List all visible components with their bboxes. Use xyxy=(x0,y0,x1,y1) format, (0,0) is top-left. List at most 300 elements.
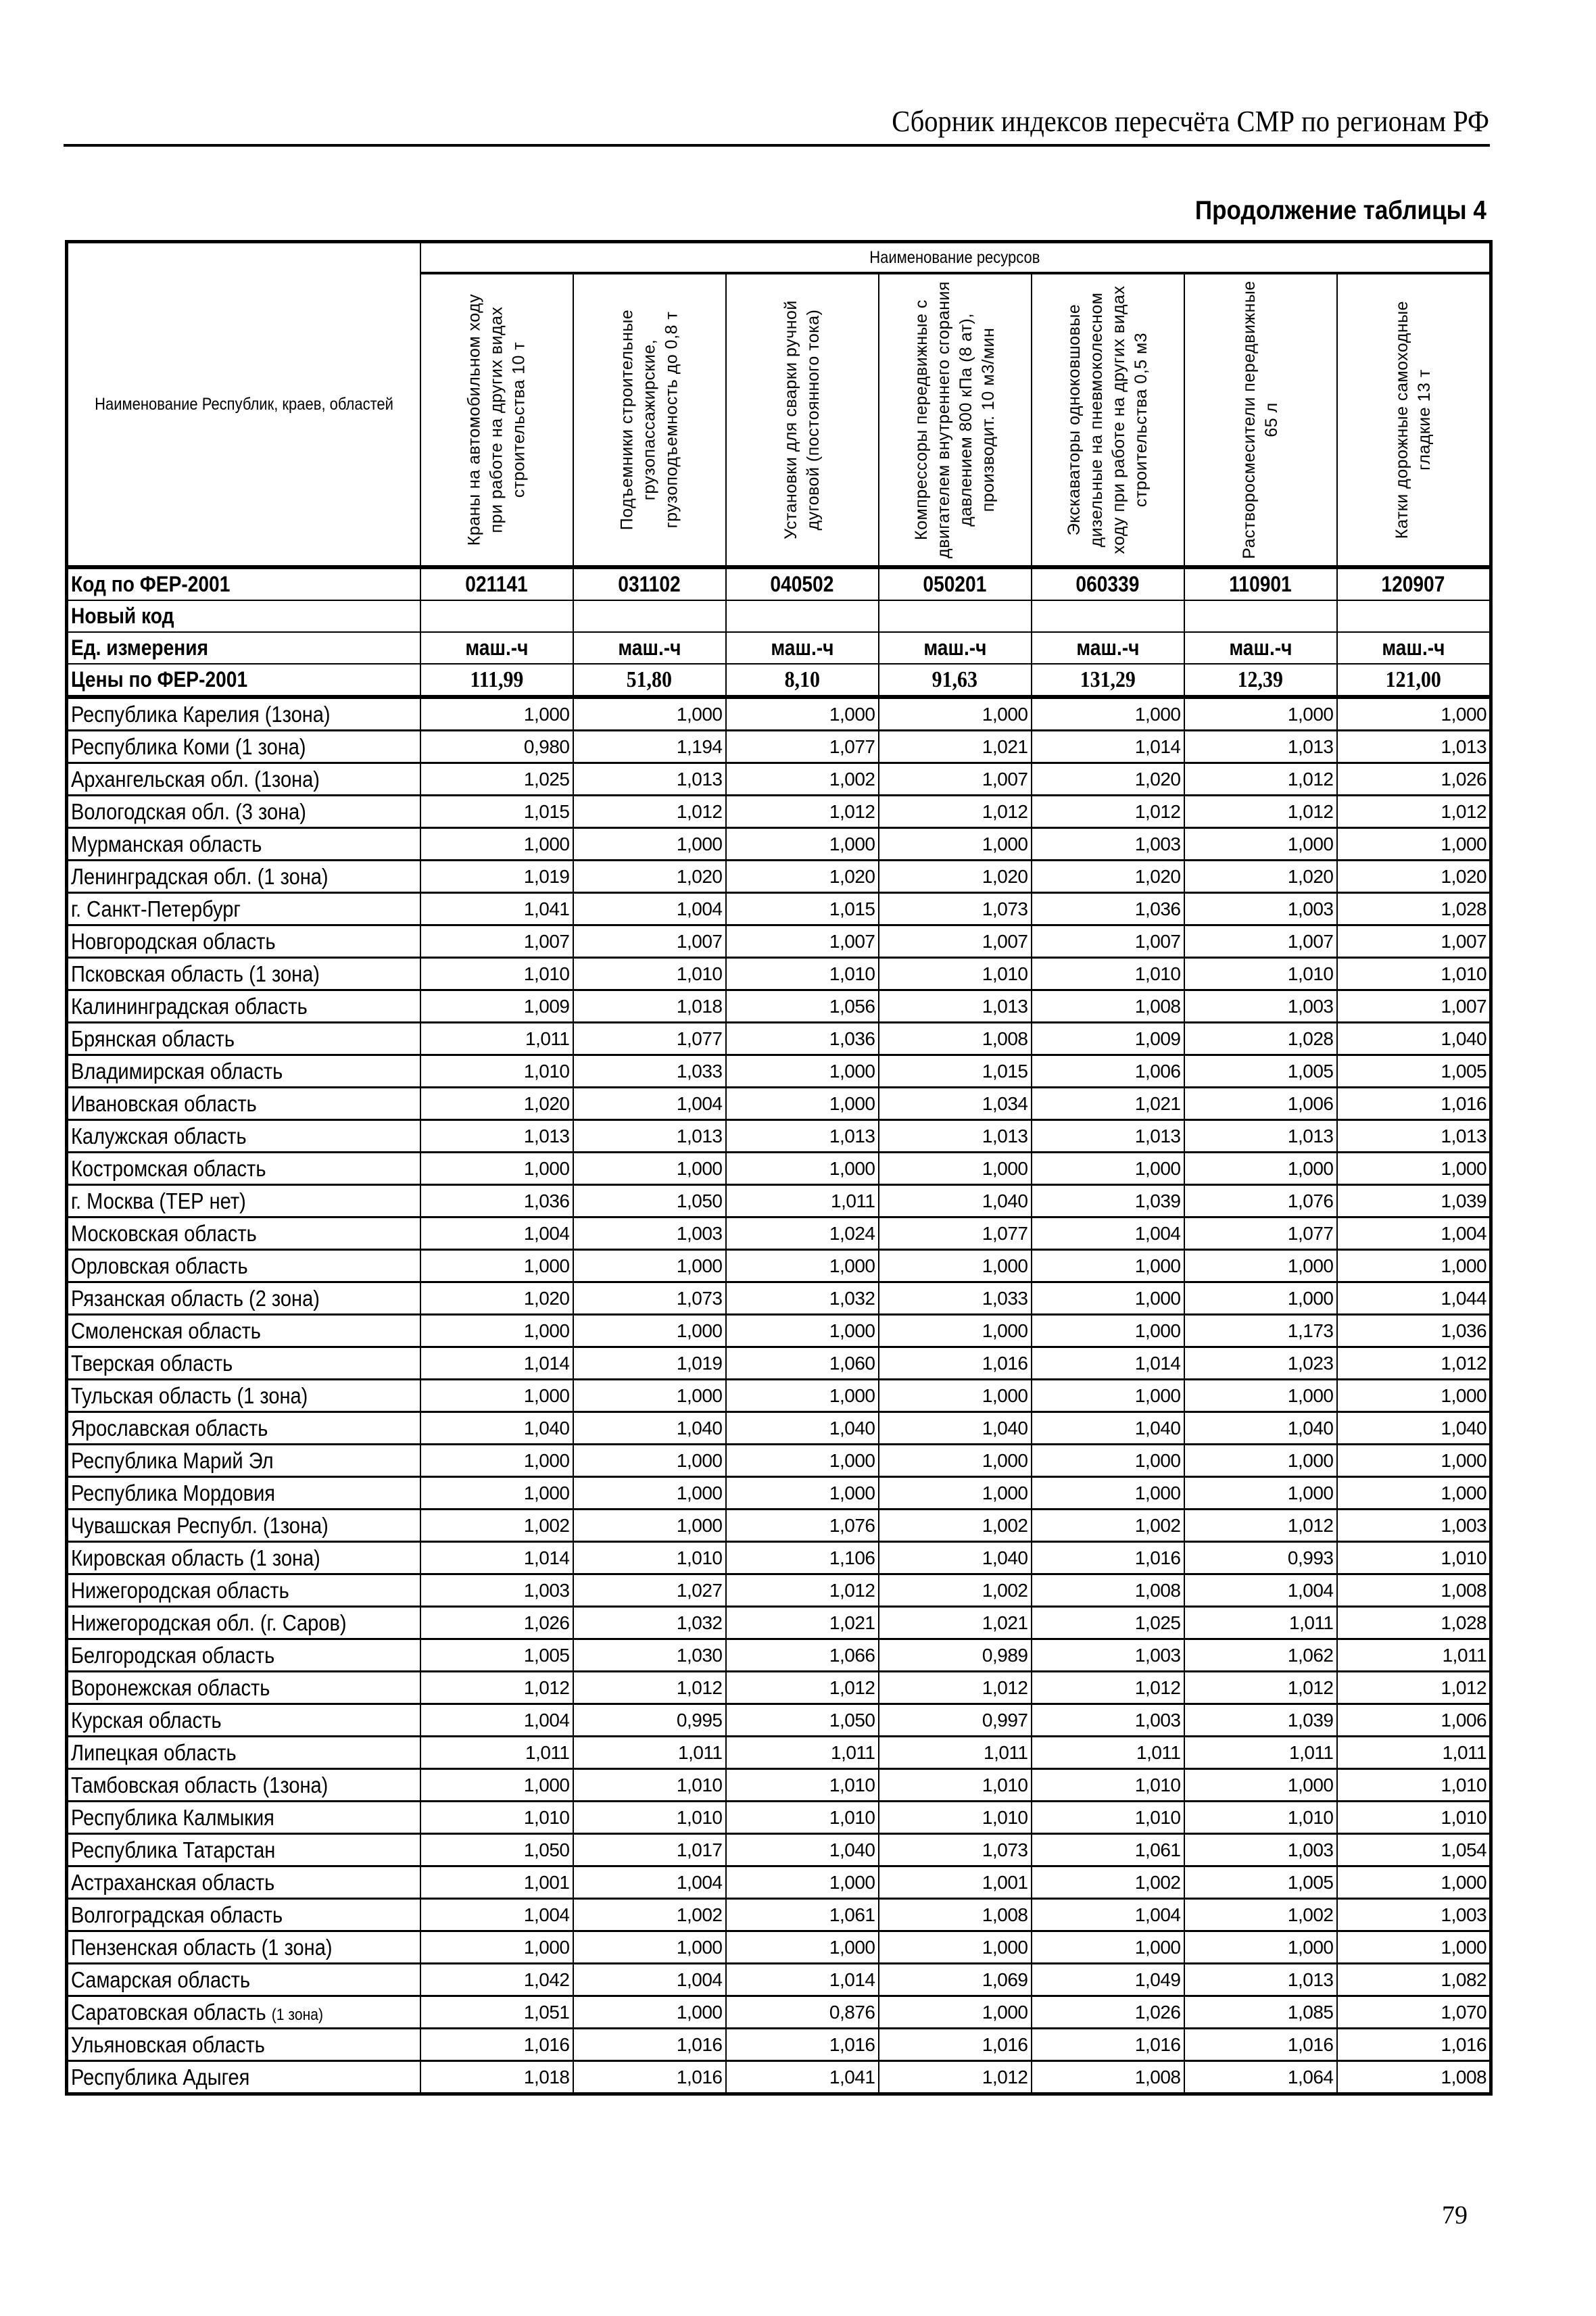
index-value-cell: 1,039 xyxy=(1184,1704,1337,1737)
index-value-cell: 1,012 xyxy=(1032,796,1184,828)
region-name-cell xyxy=(67,1282,420,1315)
index-value-cell: 1,000 xyxy=(573,697,726,731)
index-value-cell: 1,011 xyxy=(1032,1737,1184,1769)
index-value-cell: 1,000 xyxy=(879,1931,1032,1964)
fer-price-row-value xyxy=(879,664,1032,697)
region-name-cell xyxy=(67,828,420,861)
index-value-cell: 1,010 xyxy=(573,1542,726,1574)
resource-column-header xyxy=(1032,273,1184,567)
index-value-cell: 1,000 xyxy=(1184,1250,1337,1282)
unit-row-value-text: маш.-ч xyxy=(1075,635,1140,660)
index-value-cell: 1,016 xyxy=(420,2029,573,2061)
index-value-cell: 1,020 xyxy=(420,1088,573,1120)
table-row xyxy=(67,1639,1491,1672)
table-row xyxy=(67,828,1491,861)
index-value-cell: 1,000 xyxy=(573,1445,726,1477)
index-value-cell: 1,000 xyxy=(879,1380,1032,1412)
region-name-cell xyxy=(67,1672,420,1704)
index-value-cell: 1,013 xyxy=(1032,1120,1184,1153)
index-value-cell: 1,010 xyxy=(1184,1802,1337,1834)
table-row xyxy=(67,1315,1491,1347)
index-value-cell: 1,000 xyxy=(1184,697,1337,731)
index-value-cell: 1,020 xyxy=(1032,763,1184,796)
index-value-cell: 1,007 xyxy=(1337,925,1491,958)
region-column-header-label: Наименование Республик, краев, областей xyxy=(94,395,393,414)
region-name: Республика Мордовия xyxy=(71,1480,276,1505)
fer-code-row-value xyxy=(1337,567,1491,600)
index-value-cell: 1,000 xyxy=(726,828,879,861)
index-value-cell: 1,000 xyxy=(879,1477,1032,1510)
index-value-cell: 1,002 xyxy=(879,1510,1032,1542)
table-row xyxy=(67,1542,1491,1574)
table-row xyxy=(67,1380,1491,1412)
index-value-cell: 1,000 xyxy=(1337,1931,1491,1964)
unit-row-value xyxy=(1032,632,1184,664)
index-value-cell: 1,040 xyxy=(1337,1412,1491,1445)
unit-row xyxy=(67,632,1491,664)
index-value-cell: 1,000 xyxy=(573,1477,726,1510)
index-value-cell: 1,000 xyxy=(726,1477,879,1510)
index-value-cell: 1,013 xyxy=(573,763,726,796)
index-value-cell: 1,049 xyxy=(1032,1964,1184,1996)
index-value-cell: 1,020 xyxy=(879,861,1032,893)
table-row xyxy=(67,893,1491,925)
index-value-cell: 1,036 xyxy=(1337,1315,1491,1347)
table-row xyxy=(67,2029,1491,2061)
table-row xyxy=(67,1120,1491,1153)
region-name: Калининградская область xyxy=(71,993,308,1019)
index-value-cell: 1,009 xyxy=(1032,1023,1184,1055)
index-value-cell: 1,000 xyxy=(1184,1477,1337,1510)
index-value-cell: 1,040 xyxy=(879,1412,1032,1445)
fer-price-row-value-text: 8,10 xyxy=(784,667,820,692)
region-name: Орловская область xyxy=(71,1253,248,1278)
index-value-cell: 1,062 xyxy=(1184,1639,1337,1672)
index-value-cell: 1,003 xyxy=(420,1574,573,1607)
index-value-cell: 1,013 xyxy=(573,1120,726,1153)
index-value-cell: 1,000 xyxy=(726,1055,879,1088)
index-value-cell: 1,010 xyxy=(1032,1802,1184,1834)
index-value-cell: 1,013 xyxy=(1184,1120,1337,1153)
index-value-cell: 1,000 xyxy=(1032,1315,1184,1347)
region-name-cell xyxy=(67,1088,420,1120)
region-name-cell xyxy=(67,1639,420,1672)
resource-column-header xyxy=(879,273,1032,567)
index-value-cell: 1,000 xyxy=(573,1996,726,2029)
index-value-cell: 1,011 xyxy=(1184,1737,1337,1769)
index-value-cell: 1,000 xyxy=(420,1380,573,1412)
index-value-cell: 1,025 xyxy=(420,763,573,796)
new-code-row-label xyxy=(67,600,420,632)
table-continuation-title: Продолжение таблицы 4 xyxy=(1194,196,1486,225)
index-value-cell: 1,000 xyxy=(726,1931,879,1964)
index-value-cell: 1,000 xyxy=(1184,1282,1337,1315)
index-value-cell: 1,040 xyxy=(726,1412,879,1445)
region-name-cell xyxy=(67,1023,420,1055)
index-value-cell: 1,000 xyxy=(573,1315,726,1347)
index-value-cell: 1,005 xyxy=(1184,1055,1337,1088)
index-value-cell: 1,013 xyxy=(726,1120,879,1153)
index-value-cell: 1,000 xyxy=(726,1153,879,1185)
index-value-cell: 1,010 xyxy=(1337,1802,1491,1834)
index-value-cell: 0,980 xyxy=(420,731,573,763)
index-value-cell: 1,000 xyxy=(1337,828,1491,861)
table-row xyxy=(67,925,1491,958)
region-name-cell xyxy=(67,2061,420,2094)
new-code-row-value xyxy=(420,600,573,632)
index-value-cell: 1,000 xyxy=(1032,1153,1184,1185)
index-value-cell: 1,000 xyxy=(573,828,726,861)
index-value-cell: 1,040 xyxy=(1184,1412,1337,1445)
index-value-cell: 1,008 xyxy=(1032,1574,1184,1607)
index-value-cell: 1,005 xyxy=(1337,1055,1491,1088)
index-value-cell: 1,032 xyxy=(573,1607,726,1639)
table-row xyxy=(67,1834,1491,1866)
region-name: Республика Карелия (1зона) xyxy=(71,701,331,727)
region-name: Республика Коми (1 зона) xyxy=(71,733,306,759)
table-row xyxy=(67,1802,1491,1834)
table-row xyxy=(67,1055,1491,1088)
region-name: Вологодская обл. (3 зона) xyxy=(71,798,306,824)
index-value-cell: 1,000 xyxy=(1337,1153,1491,1185)
index-value-cell: 1,016 xyxy=(1337,1088,1491,1120)
index-value-cell: 1,016 xyxy=(726,2029,879,2061)
index-value-cell: 1,040 xyxy=(879,1185,1032,1217)
index-value-cell: 1,085 xyxy=(1184,1996,1337,2029)
table-row xyxy=(67,796,1491,828)
index-value-cell: 1,010 xyxy=(573,1769,726,1802)
index-value-cell: 1,012 xyxy=(1337,796,1491,828)
index-value-cell: 1,000 xyxy=(420,828,573,861)
index-value-cell: 1,011 xyxy=(879,1737,1032,1769)
index-value-cell: 1,036 xyxy=(1032,893,1184,925)
index-value-cell: 1,040 xyxy=(1337,1023,1491,1055)
region-name: Нижегородская обл. (г. Саров) xyxy=(71,1610,347,1635)
index-value-cell: 1,060 xyxy=(726,1347,879,1380)
index-value-cell: 1,005 xyxy=(1184,1866,1337,1899)
index-value-cell: 1,007 xyxy=(879,763,1032,796)
table-row xyxy=(67,1704,1491,1737)
index-value-cell: 1,000 xyxy=(879,1315,1032,1347)
resource-name-label: Установки для сварки ручной дуговой (постоянного тока) xyxy=(781,300,823,539)
region-name: Смоленская область xyxy=(71,1318,261,1343)
table-row xyxy=(67,731,1491,763)
index-value-cell: 1,018 xyxy=(420,2061,573,2094)
index-value-cell: 1,011 xyxy=(420,1737,573,1769)
table-row xyxy=(67,1737,1491,1769)
region-name-cell xyxy=(67,1542,420,1574)
region-name: г. Санкт-Петербург xyxy=(71,896,241,921)
fer-price-row-value-text: 121,00 xyxy=(1385,667,1441,692)
table-row xyxy=(67,1964,1491,1996)
new-code-row-label-text: Новый код xyxy=(71,604,174,628)
index-value-cell: 1,007 xyxy=(1184,925,1337,958)
fer-price-row-value-text: 12,39 xyxy=(1237,667,1284,692)
index-value-cell: 1,000 xyxy=(879,1250,1032,1282)
index-value-cell: 1,003 xyxy=(1032,1639,1184,1672)
resources-group-header xyxy=(420,242,1491,274)
region-name: Республика Марий Эл xyxy=(71,1447,274,1473)
region-name-cell xyxy=(67,1445,420,1477)
region-name: Пензенская область (1 зона) xyxy=(71,1934,333,1960)
index-value-cell: 1,013 xyxy=(879,990,1032,1023)
index-value-cell: 1,004 xyxy=(420,1899,573,1931)
fer-price-row-label-text: Цены по ФЕР-2001 xyxy=(71,667,248,692)
resource-column-header xyxy=(420,273,573,567)
index-value-cell: 1,020 xyxy=(1184,861,1337,893)
fer-price-row-value xyxy=(420,664,573,697)
regional-index-table xyxy=(65,240,1493,2096)
table-row xyxy=(67,1574,1491,1607)
fer-code-row-value-text: 050201 xyxy=(923,572,987,596)
index-value-cell: 1,006 xyxy=(1032,1055,1184,1088)
index-value-cell: 1,000 xyxy=(1032,697,1184,731)
table-row xyxy=(67,1088,1491,1120)
index-value-cell: 1,012 xyxy=(726,1574,879,1607)
index-value-cell: 1,040 xyxy=(573,1412,726,1445)
region-name-cell xyxy=(67,2029,420,2061)
region-name: Чувашская Республ. (1зона) xyxy=(71,1512,329,1538)
index-value-cell: 1,019 xyxy=(573,1347,726,1380)
index-value-cell: 1,000 xyxy=(1184,828,1337,861)
index-value-cell: 1,016 xyxy=(879,2029,1032,2061)
index-value-cell: 1,010 xyxy=(420,1802,573,1834)
index-value-cell: 1,069 xyxy=(879,1964,1032,1996)
index-value-cell: 1,041 xyxy=(420,893,573,925)
region-name-cell xyxy=(67,1185,420,1217)
fer-price-row-value xyxy=(573,664,726,697)
index-value-cell: 1,012 xyxy=(573,796,726,828)
region-name-cell xyxy=(67,1217,420,1250)
table-row xyxy=(67,1217,1491,1250)
region-name: Тверская область xyxy=(71,1350,233,1376)
index-value-cell: 1,003 xyxy=(1032,1704,1184,1737)
index-value-cell: 1,050 xyxy=(726,1704,879,1737)
index-value-cell: 1,003 xyxy=(1184,990,1337,1023)
index-value-cell: 1,012 xyxy=(726,1672,879,1704)
fer-price-row-value xyxy=(726,664,879,697)
region-name: Владимирская область xyxy=(71,1058,283,1084)
index-value-cell: 1,027 xyxy=(573,1574,726,1607)
region-name: Республика Калмыкия xyxy=(71,1804,274,1830)
index-value-cell: 1,000 xyxy=(1337,1866,1491,1899)
index-value-cell: 1,004 xyxy=(1032,1217,1184,1250)
index-value-cell: 1,004 xyxy=(1337,1217,1491,1250)
new-code-row-value xyxy=(573,600,726,632)
index-value-cell: 1,010 xyxy=(420,1055,573,1088)
index-value-cell: 1,000 xyxy=(1032,1282,1184,1315)
index-value-cell: 1,076 xyxy=(1184,1185,1337,1217)
index-value-cell: 1,002 xyxy=(879,1574,1032,1607)
index-value-cell: 1,009 xyxy=(420,990,573,1023)
index-value-cell: 0,876 xyxy=(726,1996,879,2029)
index-value-cell: 1,000 xyxy=(420,1931,573,1964)
fer-price-row-value-text: 91,63 xyxy=(932,667,978,692)
index-value-cell: 1,056 xyxy=(726,990,879,1023)
index-value-cell: 1,010 xyxy=(420,958,573,990)
index-value-cell: 1,000 xyxy=(726,1250,879,1282)
index-value-cell: 1,000 xyxy=(1337,1380,1491,1412)
index-value-cell: 1,026 xyxy=(1032,1996,1184,2029)
index-value-cell: 1,011 xyxy=(726,1185,879,1217)
region-name-cell xyxy=(67,1607,420,1639)
unit-row-label xyxy=(67,632,420,664)
index-value-cell: 1,006 xyxy=(1337,1704,1491,1737)
index-value-cell: 1,003 xyxy=(1032,828,1184,861)
table-row xyxy=(67,1931,1491,1964)
index-value-cell: 1,004 xyxy=(1032,1899,1184,1931)
region-name-cell xyxy=(67,958,420,990)
index-value-cell: 1,004 xyxy=(573,893,726,925)
region-name: Ленинградская обл. (1 зона) xyxy=(71,863,329,889)
index-value-cell: 1,000 xyxy=(420,1477,573,1510)
page-number: 79 xyxy=(1442,2201,1468,2229)
index-value-cell: 1,010 xyxy=(1337,958,1491,990)
region-name-cell xyxy=(67,1477,420,1510)
index-value-cell: 1,007 xyxy=(726,925,879,958)
index-value-cell: 1,010 xyxy=(726,1802,879,1834)
index-value-cell: 1,010 xyxy=(1337,1769,1491,1802)
index-value-cell: 1,004 xyxy=(573,1088,726,1120)
index-value-cell: 1,012 xyxy=(1032,1672,1184,1704)
region-name-cell xyxy=(67,1964,420,1996)
index-value-cell: 1,000 xyxy=(1337,697,1491,731)
region-name-cell xyxy=(67,1931,420,1964)
index-value-cell: 1,015 xyxy=(420,796,573,828)
index-value-cell: 1,008 xyxy=(1337,1574,1491,1607)
fer-code-row-value-text: 021141 xyxy=(465,572,528,596)
index-value-cell: 1,000 xyxy=(726,1380,879,1412)
index-value-cell: 1,012 xyxy=(1184,1510,1337,1542)
table-row xyxy=(67,1510,1491,1542)
index-value-cell: 1,028 xyxy=(1337,893,1491,925)
index-value-cell: 1,173 xyxy=(1184,1315,1337,1347)
index-value-cell: 1,020 xyxy=(573,861,726,893)
index-value-cell: 1,021 xyxy=(1032,1088,1184,1120)
region-name-cell xyxy=(67,763,420,796)
unit-row-value xyxy=(1337,632,1491,664)
index-value-cell: 1,050 xyxy=(420,1834,573,1866)
index-value-cell: 1,077 xyxy=(573,1023,726,1055)
index-value-cell: 1,008 xyxy=(1337,2061,1491,2094)
index-value-cell: 1,016 xyxy=(1337,2029,1491,2061)
region-name: Республика Татарстан xyxy=(71,1837,276,1862)
index-value-cell: 1,012 xyxy=(573,1672,726,1704)
table-row xyxy=(67,1023,1491,1055)
index-value-cell: 0,989 xyxy=(879,1639,1032,1672)
index-value-cell: 1,011 xyxy=(1337,1737,1491,1769)
index-value-cell: 1,000 xyxy=(726,1088,879,1120)
region-name-cell xyxy=(67,1120,420,1153)
region-name: Ярославская область xyxy=(71,1415,268,1441)
index-value-cell: 1,025 xyxy=(1032,1607,1184,1639)
index-value-cell: 1,013 xyxy=(1337,1120,1491,1153)
region-zone-suffix: (1 зона) xyxy=(271,2005,324,2024)
index-value-cell: 1,008 xyxy=(879,1899,1032,1931)
region-name-cell xyxy=(67,1802,420,1834)
index-value-cell: 1,014 xyxy=(420,1347,573,1380)
index-value-cell: 1,003 xyxy=(1184,1834,1337,1866)
index-value-cell: 1,012 xyxy=(420,1672,573,1704)
index-value-cell: 1,019 xyxy=(420,861,573,893)
index-value-cell: 1,010 xyxy=(1032,958,1184,990)
index-value-cell: 1,010 xyxy=(573,1802,726,1834)
index-value-cell: 1,005 xyxy=(420,1639,573,1672)
index-value-cell: 1,011 xyxy=(1337,1639,1491,1672)
region-name: Волгоградская область xyxy=(71,1902,283,1927)
region-name: Ульяновская область xyxy=(71,2031,265,2057)
region-name: Костромская область xyxy=(71,1155,266,1181)
index-value-cell: 1,012 xyxy=(1184,1672,1337,1704)
table-row xyxy=(67,1899,1491,1931)
unit-row-value xyxy=(726,632,879,664)
region-name-cell xyxy=(67,861,420,893)
index-value-cell: 1,010 xyxy=(726,1769,879,1802)
table-row xyxy=(67,1185,1491,1217)
region-name: Тамбовская область (1зона) xyxy=(71,1772,329,1798)
index-value-cell: 1,000 xyxy=(1032,1250,1184,1282)
index-value-cell: 1,000 xyxy=(573,1153,726,1185)
index-value-cell: 1,016 xyxy=(1032,1542,1184,1574)
index-value-cell: 1,077 xyxy=(879,1217,1032,1250)
index-value-cell: 1,020 xyxy=(726,861,879,893)
region-name: Белгородская область xyxy=(71,1642,275,1668)
fer-price-row-value xyxy=(1184,664,1337,697)
fer-code-row-value xyxy=(1184,567,1337,600)
index-value-cell: 1,000 xyxy=(879,1445,1032,1477)
index-value-cell: 1,000 xyxy=(1032,1931,1184,1964)
index-value-cell: 1,012 xyxy=(1337,1672,1491,1704)
index-value-cell: 1,002 xyxy=(1184,1899,1337,1931)
unit-row-value xyxy=(1184,632,1337,664)
region-name-cell xyxy=(67,1315,420,1347)
resource-name-label: Компрессоры передвижные с двигателем внутреннего сгорания давлением 800 кПа (8 ат), производит. 10 м3/мин xyxy=(911,281,998,558)
index-value-cell: 1,003 xyxy=(573,1217,726,1250)
region-name: Брянская область xyxy=(71,1026,235,1051)
table-row xyxy=(67,1282,1491,1315)
fer-code-row-value-text: 060339 xyxy=(1075,572,1140,596)
index-value-cell: 1,012 xyxy=(879,1672,1032,1704)
region-name-cell xyxy=(67,1866,420,1899)
index-value-cell: 1,082 xyxy=(1337,1964,1491,1996)
index-value-cell: 1,042 xyxy=(420,1964,573,1996)
fer-code-row-label-text: Код по ФЕР-2001 xyxy=(71,572,231,596)
index-value-cell: 1,013 xyxy=(1337,731,1491,763)
index-value-cell: 1,013 xyxy=(879,1120,1032,1153)
index-value-cell: 1,015 xyxy=(726,893,879,925)
region-name-cell xyxy=(67,1250,420,1282)
fer-price-row-value-text: 51,80 xyxy=(626,667,673,692)
fer-code-row-value xyxy=(420,567,573,600)
index-value-cell: 1,000 xyxy=(573,1931,726,1964)
index-value-cell: 1,002 xyxy=(1032,1510,1184,1542)
table-row xyxy=(67,1769,1491,1802)
index-value-cell: 1,028 xyxy=(1184,1023,1337,1055)
index-value-cell: 1,026 xyxy=(420,1607,573,1639)
index-value-cell: 1,000 xyxy=(420,1153,573,1185)
region-name: Нижегородская область xyxy=(71,1577,289,1603)
unit-row-value-text: маш.-ч xyxy=(617,635,681,660)
index-value-cell: 1,012 xyxy=(879,2061,1032,2094)
region-name-cell xyxy=(67,796,420,828)
region-name-cell xyxy=(67,893,420,925)
index-value-cell: 1,077 xyxy=(726,731,879,763)
region-name-cell xyxy=(67,1769,420,1802)
new-code-row xyxy=(67,600,1491,632)
table-row xyxy=(67,1607,1491,1639)
index-value-cell: 1,070 xyxy=(1337,1996,1491,2029)
unit-row-value xyxy=(573,632,726,664)
